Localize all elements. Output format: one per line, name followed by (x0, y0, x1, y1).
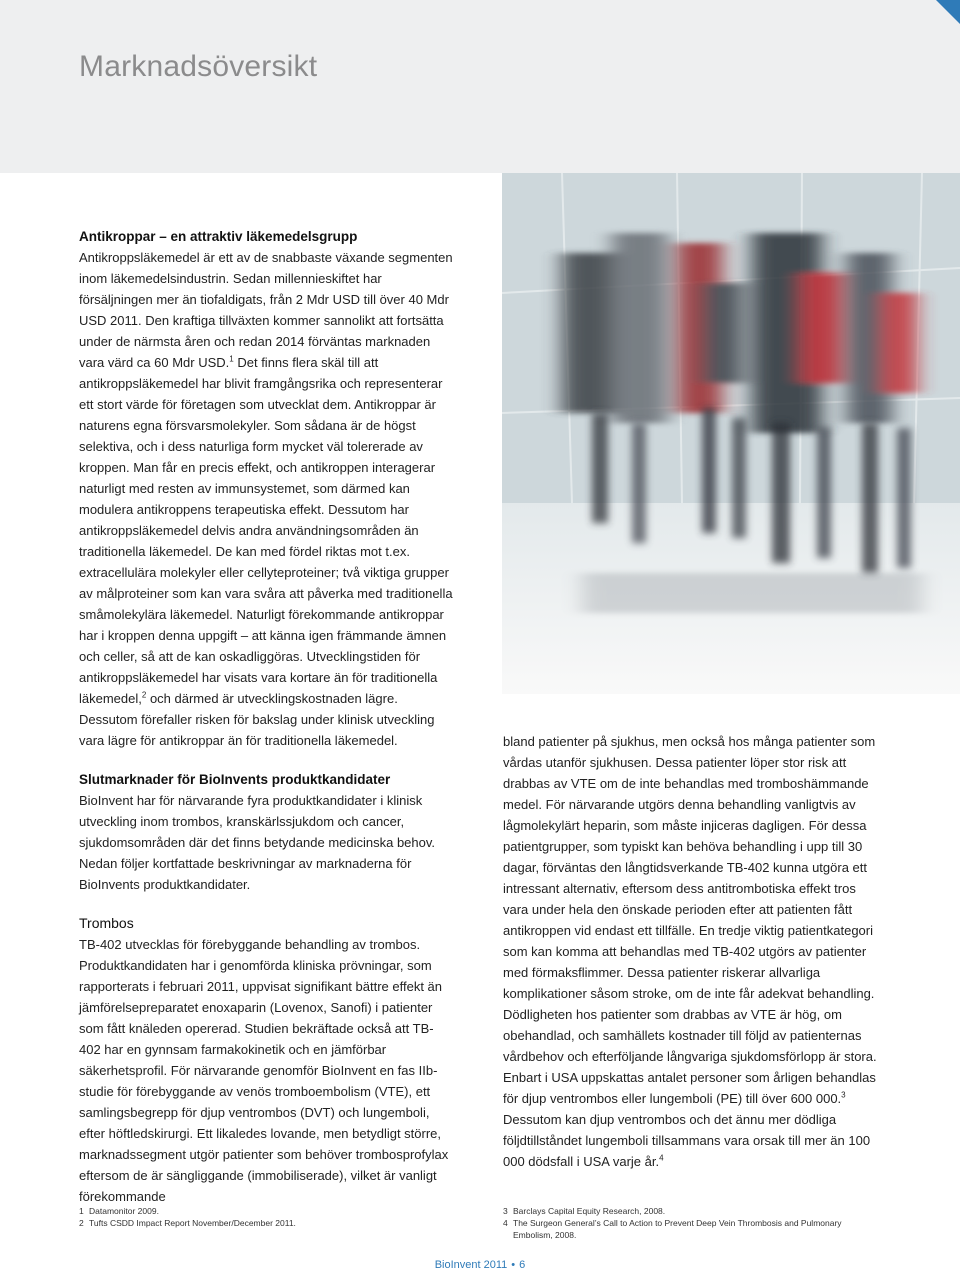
footnote-number: 1 (79, 1206, 84, 1216)
motion-blur-people-photo (502, 173, 960, 694)
section-heading-end-markets: Slutmarknader för BioInvents produktkandidater (79, 772, 391, 787)
footnote-text: Datamonitor 2009. (89, 1206, 159, 1216)
footer-brand: BioInvent 2011 (434, 1259, 508, 1271)
footnote-item (503, 1205, 883, 1217)
page-footer (0, 1259, 960, 1271)
paragraph-text: och därmed är utvecklingskostnaden lägre. Dessutom förefaller risken för bakslag under klinisk utveckling vara lägre för antikroppar än för traditionella läkemedel. (79, 691, 435, 748)
footnote-ref-3: 3 (841, 1090, 846, 1100)
corner-accent-mark (936, 0, 960, 24)
page-number: 6 (519, 1259, 526, 1271)
footnote-number: 2 (79, 1218, 84, 1228)
section-heading-antibodies: Antikroppar – en attraktiv läkemedelsgrupp (79, 229, 358, 244)
paragraph-thrombosis-continued (503, 731, 881, 1172)
footnote-number: 4 (503, 1218, 508, 1228)
footnote-ref-4: 4 (659, 1153, 664, 1163)
footnote-ref-2: 2 (141, 690, 147, 700)
paragraph-thrombosis: TB-402 utvecklas för förebyggande behandling av trombos. Produktkandidaten har i genomförda kliniska prövningar, som rapporterats i februari 2011, uppvisat signifikant bättre effekt än jämförelsepreparatet enoxaparin (Lovenox, Sanofi) i patienter som fått knäleden opererad. Studien bekräftade också att TB-402 har en gynnsam farmakokinetik och en jämförbar säkerhetsprofil. För närvarande genomför BioInvent en fas IIb-studie för förebyggande av venös tromboembolism (VTE), ett samlingsbegrepp för djup ventrombos (DVT) och lungemboli, efter höftledskirurgi. Ett likaledes lovande, men betydligt större, marknadssegment utgör patienter som behöver trombosprofylax eftersom de är sängliggande (immobiliserade), vilket är vanligt förekommande (79, 937, 449, 1204)
photo-illustration (502, 173, 960, 694)
footnote-item (79, 1205, 459, 1217)
paragraph-end-markets: BioInvent har för närvarande fyra produktkandidater i klinisk utveckling inom trombos, kranskärlssjukdom och cancer, sjukdomsområden där det finns betydande medicinska behov. Nedan följer kortfattade beskrivningar av marknaderna för BioInvents produktkandidater. (79, 793, 436, 892)
footnote-item (503, 1217, 883, 1241)
footnote-item (79, 1217, 459, 1229)
subheading-thrombosis: Trombos (79, 915, 134, 931)
footnote-text: Tufts CSDD Impact Report November/December 2011. (89, 1218, 296, 1228)
footnote-text: The Surgeon General’s Call to Action to Prevent Deep Vein Thrombosis and Pulmonary Embolism, 2008. (513, 1218, 842, 1240)
paragraph-text: bland patienter på sjukhus, men också hos många patienter som vårdas utanför sjukhusen. Dessa patienter löper stor risk att drabbas av VTE om de inte behandlas med tromboshämmande medel. För närvarande utgörs denna behandling vanligtvis av lågmolekylärt heparin, som måste injiceras dagligen. För dessa patientgrupper, som typiskt kan behöva behandling i upp till 30 dagar, förväntas den långtidsverkande TB-402 kunna utgöra ett intressant alternativ, eftersom dess antitrombotiska effekt tros vara under hela den önskade perioden efter att patienten fått antikroppen vid endast ett tillfälle. En tredje viktig patientkategori som kan komma att behandlas med TB-402 utgörs av patienter med förmaksflimmer. Dessa patienter riskerar allvarliga komplikationer såsom stroke, om de inte får adekvat behandling. Dödligheten hos patienter som drabbas av VTE är hög, om obehandlad, och samhällets kostnader till följd av patienternas vårdbehov och efterföljande långvariga sjukdomsförlopp är stora. Enbart i USA uppskattas antalet personer som årligen behandlas för djup ventrombos eller lungemboli (PE) till över 600 000. (503, 734, 877, 1106)
left-column (79, 226, 455, 1207)
footnote-text: Barclays Capital Equity Research, 2008. (513, 1206, 666, 1216)
footnotes-right (503, 1205, 883, 1241)
paragraph-text: Det finns flera skäl till att antikroppsläkemedel har blivit framgångsrika och representerar ett stort värde för företagen som utvecklat dem. Antikroppar är naturens egna försvarsmolekyler. Som sådana är de högst selektiva, och i dess naturliga form mycket väl tolererade av kroppen. Man får en precis effekt, och antikroppen interagerar naturligt med resten av immunsystemet, som därmed kan modulera antikroppens terapeutiska effekt. Dessutom har antikroppsläkemedel delvis andra användningsområden än traditionella läkemedel. De kan med fördel riktas mot t.ex. extracellulära molekyler eller cellyteproteiner; två viktiga grupper av målproteiner som kan vara svåra att påverka med traditionella småmolekylära läkemedel. Naturligt förekommande antikroppar har i kroppen denna uppgift – att känna igen främmande ämnen och celler, så att de kan oskadliggöras. Utvecklingstiden för antikroppsläkemedel har visats vara kortare än för traditionella läkemedel, (79, 355, 453, 706)
paragraph-text: Antikroppsläkemedel är ett av de snabbaste växande segmenten inom läkemedelsindustrin. Sedan millennieskiftet har försäljningen mer än tiofaldigats, från 2 Mdr USD till över 40 Mdr USD 2011. Den kraftiga tillväxten kommer sannolikt att fortsätta under de närmsta åren och redan 2014 förväntas marknaden vara värd ca 60 Mdr USD. (79, 250, 453, 370)
footnote-number: 3 (503, 1206, 508, 1216)
paragraph-text: Dessutom kan djup ventrombos och det ännu mer dödliga följdtillståndet lungemboli tillsammans vara orsak till mer än 100 000 dödsfall i USA varje år. (503, 1112, 871, 1169)
footnotes-left (79, 1205, 459, 1229)
header-band (0, 0, 960, 173)
footnote-ref-1: 1 (229, 354, 234, 364)
footer-separator: • (511, 1259, 516, 1271)
page-title: Marknadsöversikt (79, 50, 318, 84)
right-column (503, 731, 881, 1172)
paragraph-antibodies (79, 247, 455, 751)
